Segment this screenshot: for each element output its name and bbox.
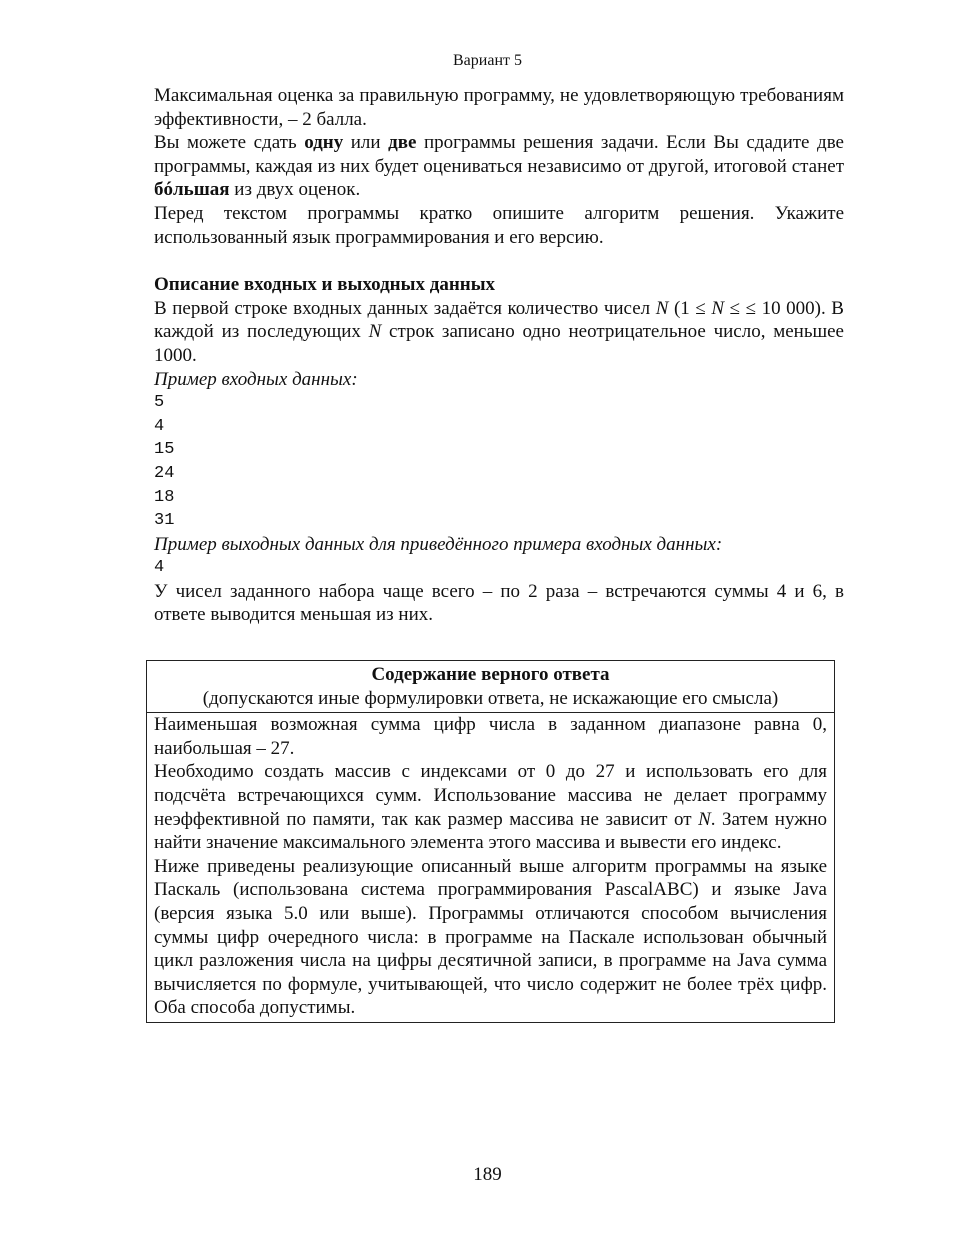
input-line: 18 xyxy=(154,487,175,507)
text-run: ≤ ≤ 10 000). В каждой из последующих xyxy=(154,297,844,343)
io-heading: Описание входных и выходных данных xyxy=(154,274,496,296)
answer-box xyxy=(146,660,835,1023)
input-line: 24 xyxy=(154,463,175,483)
intro-paragraph-instructions: Перед текстом программы кратко опишите алгоритм решения. Укажите использованный язык программирования и его версию. xyxy=(154,202,844,248)
bold-run: бóльшая xyxy=(154,179,230,201)
output-example-label: Пример выходных данных для приведённого примера входных данных: xyxy=(154,533,723,555)
variable-n: N xyxy=(368,321,382,343)
io-description xyxy=(154,297,844,368)
input-example xyxy=(154,391,844,533)
answer-paragraph-programs: Ниже приведены реализующие описанный выше алгоритм программы на языке Паскаль (использована система программирования PascalABC) и языке Java (версия языка 5.0 или выше). Программы отличаются способом вычисления суммы цифр очередного числа: в программе на Паскале использован обычный цикл разложения числа на цифры десятичной записи, в программе на Java сумма вычисляется по формуле, учитывающей, что число содержит не более трёх цифр. Оба способа допустимы. xyxy=(154,855,827,1019)
input-line: 31 xyxy=(154,511,175,531)
text-run: из двух оценок. xyxy=(229,179,361,201)
answer-paragraph-array xyxy=(154,760,827,854)
intro-paragraph-max-score: Максимальная оценка за правильную программу, не удовлетворяющую требованиям эффективности, – 2 балла. xyxy=(154,85,844,130)
input-example-label: Пример входных данных: xyxy=(154,368,358,390)
text-run: . Затем нужно найти значение максимального элемента этого массива и вывести его индекс. xyxy=(154,808,828,854)
page-number: 189 xyxy=(473,1164,502,1185)
variable-n: N xyxy=(711,297,725,319)
main-content xyxy=(154,84,844,627)
input-line: 5 xyxy=(154,393,165,413)
text-run: или xyxy=(343,132,389,154)
text-run: программы решения задачи. Если Вы сдадите две программы, каждая из них будет оцениваться независимо от другой, итоговой станет xyxy=(154,132,844,177)
text-run: В первой строке входных данных задаётся количество чисел xyxy=(154,297,656,319)
input-line: 4 xyxy=(154,416,165,436)
bold-run: одну xyxy=(304,132,344,154)
text-run: строк записано одно неотрицательное число, меньшее 1000. xyxy=(154,321,844,366)
answer-title: Содержание верного ответа xyxy=(371,664,610,685)
answer-body xyxy=(147,713,834,1022)
answer-subtitle: (допускаются иные формулировки ответа, не искажающие его смысла) xyxy=(202,687,779,709)
variable-n: N xyxy=(655,297,669,319)
text-run: Вы можете сдать xyxy=(154,132,305,154)
output-explanation: У чисел заданного набора чаще всего – по 2 раза – встречаются суммы 4 и 6, в ответе выводится меньшая из них. xyxy=(154,580,844,626)
page-header: Вариант 5 xyxy=(453,52,522,69)
output-example-value: 4 xyxy=(154,558,165,578)
text-run: (1 ≤ xyxy=(668,297,712,319)
input-line: 15 xyxy=(154,440,175,460)
answer-header xyxy=(147,661,834,713)
bold-run: две xyxy=(388,132,417,154)
variable-n: N xyxy=(698,808,711,830)
text-run: Необходимо создать массив с индексами от 0 до 27 и использовать его для подсчёта встречающихся сумм. Использование массива не делает программу неэффективной по памяти, так как размер массива не зависит от xyxy=(154,761,827,830)
spacer xyxy=(154,249,844,273)
answer-paragraph-range: Наименьшая возможная сумма цифр числа в заданном диапазоне равна 0, наибольшая – 27. xyxy=(154,714,827,759)
intro-paragraph-submissions xyxy=(154,131,844,202)
